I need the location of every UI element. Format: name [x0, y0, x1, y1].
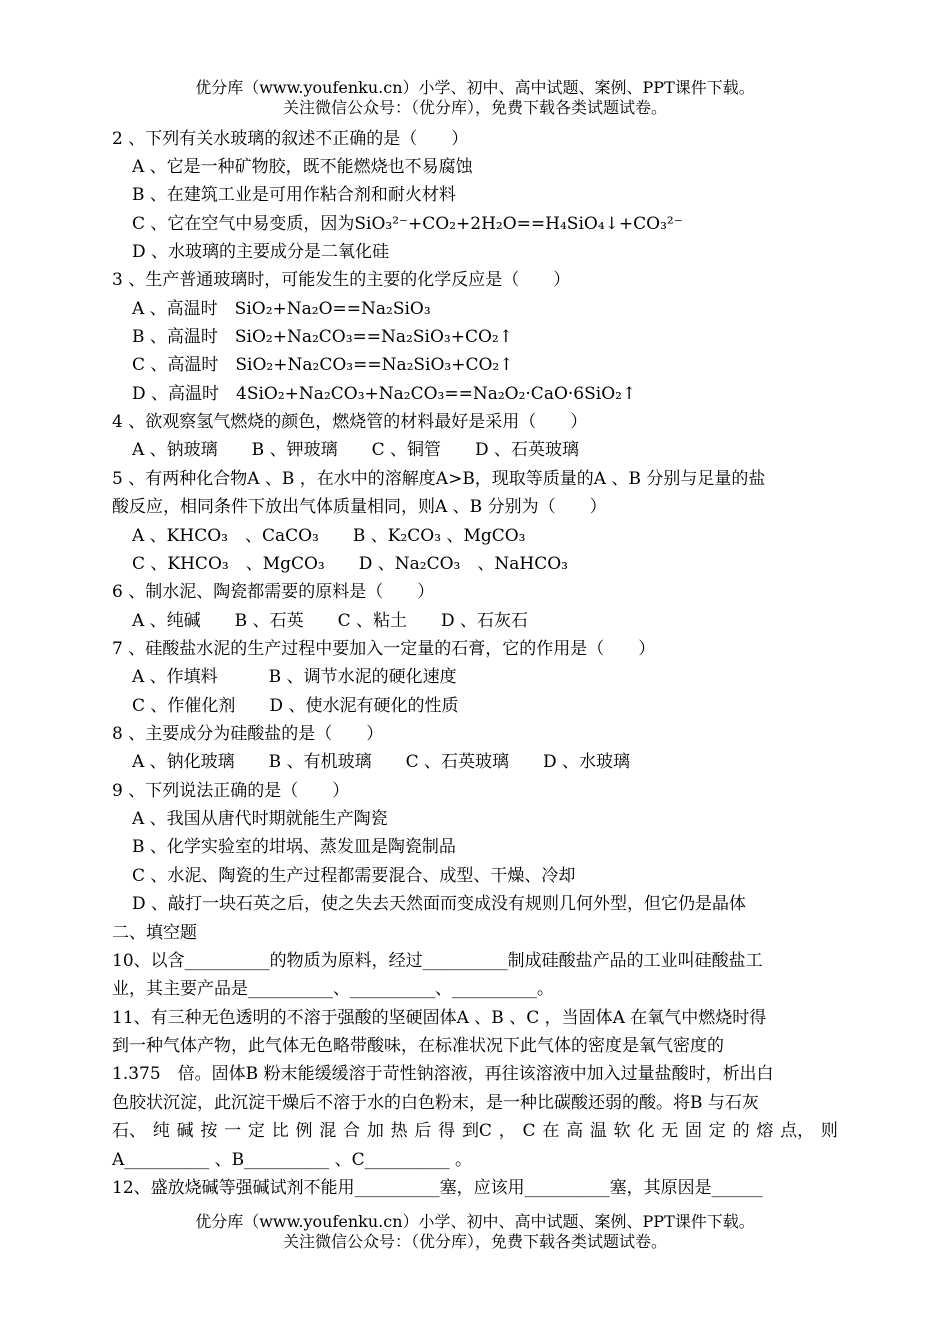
word: 定	[708, 1121, 726, 1141]
word: 则	[820, 1121, 838, 1141]
word: 石、	[112, 1121, 146, 1141]
answer-option: A 、高温时 SiO₂+Na₂O==Na₂SiO₃	[132, 299, 431, 319]
answer-option: C 、高温时 SiO₂+Na₂CO₃==Na₂SiO₃+CO₂↑	[132, 355, 514, 375]
answer-option: B 、化学实验室的坩埚、蒸发皿是陶瓷制品	[132, 837, 456, 857]
word: 碱	[176, 1121, 194, 1141]
question-stem: 12、盛放烧碱等强碱试剂不能用__________塞，应该用__________塞，其原因是______	[112, 1178, 763, 1198]
question-stem: 4 、欲观察氢气燃烧的颜色，燃烧管的材料最好是采用（ ）	[112, 412, 588, 432]
header-line-2: 关注微信公众号：（优分库），免费下载各类试题试卷。	[282, 98, 667, 117]
answer-option: C 、作催化剂 D 、使水泥有硬化的性质	[132, 696, 459, 716]
word: 加	[366, 1121, 384, 1141]
answer-option: C 、水泥、陶瓷的生产过程都需要混合、成型、干燥、冷却	[132, 866, 576, 886]
question-stem-continued: 色胶状沉淀，此沉淀干燥后不溶于水的白色粉末，是一种比碳酸还弱的酸。将B 与石灰	[112, 1093, 759, 1113]
question-stem: 10、以含__________的物质为原料，经过__________制成硅酸盐产品的工业叫硅酸盐工	[112, 951, 763, 971]
question-stem: 8 、主要成分为硅酸盐的是（ ）	[112, 724, 384, 744]
answer-option: C 、KHCO₃ 、MgCO₃ D 、Na₂CO₃ 、NaHCO₃	[132, 554, 568, 574]
word: 混	[319, 1121, 337, 1141]
question-stem: 7 、硅酸盐水泥的生产过程中要加入一定量的石膏，它的作用是（ ）	[112, 639, 656, 659]
answer-option: A 、我国从唐代时期就能生产陶瓷	[132, 809, 388, 829]
word: 点，	[780, 1121, 815, 1141]
answer-option: D 、高温时 4SiO₂+Na₂CO₃+Na₂CO₃==Na₂O₂·CaO·6SiO₂↑	[132, 384, 637, 404]
word: 的	[732, 1121, 750, 1141]
word: 后	[414, 1121, 432, 1141]
word: 比	[271, 1121, 289, 1141]
answer-option: D 、敲打一块石英之后，使之失去天然面而变成没有规则几何外型，但它仍是晶体	[132, 894, 747, 914]
word: 到C	[461, 1121, 492, 1141]
word: C	[522, 1121, 536, 1141]
answer-option: C 、它在空气中易变质，因为SiO₃²⁻+CO₂+2H₂O==H₄SiO₄↓+CO₃²⁻	[132, 214, 683, 234]
word: 温	[589, 1121, 607, 1141]
word: 纯	[152, 1121, 170, 1141]
word: 固	[685, 1121, 702, 1141]
question-stem-continued: 业，其主要产品是__________、__________、__________。	[112, 979, 554, 999]
answer-option: A 、它是一种矿物胶，既不能燃烧也不易腐蚀	[132, 157, 473, 177]
question-stem: 9 、下列说法正确的是（ ）	[112, 781, 350, 801]
answer-option: B 、高温时 SiO₂+Na₂CO₃==Na₂SiO₃+CO₂↑	[132, 327, 513, 347]
question-stem-continued: A__________ 、B__________ 、C__________ 。	[112, 1150, 472, 1170]
footer-line-2: 关注微信公众号：（优分库），免费下载各类试题试卷。	[282, 1232, 667, 1251]
question-stem-continued: 酸反应，相同条件下放出气体质量相同，则A 、B 分别为（ ）	[112, 497, 607, 517]
question-stem: 11、有三种无色透明的不溶于强酸的坚硬固体A 、B 、C ，当固体A 在氧气中燃烧时得	[112, 1008, 767, 1028]
question-stem: 3 、生产普通玻璃时，可能发生的主要的化学反应是（ ）	[112, 270, 571, 290]
word: 按	[200, 1121, 218, 1141]
word: 合	[343, 1121, 361, 1141]
answer-option: A 、作填料 B 、调节水泥的硬化速度	[132, 667, 457, 687]
word: 例	[295, 1121, 313, 1141]
question-stem-continued: 1.375 倍。固体B 粉末能缓缓溶于苛性钠溶液，再往该溶液中加入过量盐酸时，析出白	[112, 1064, 774, 1084]
word: 一	[224, 1121, 242, 1141]
word: 高	[566, 1121, 584, 1141]
word: 定	[247, 1121, 265, 1141]
question-stem-justified	[112, 1120, 838, 1142]
word: 熔	[756, 1121, 774, 1141]
word: 无	[661, 1121, 679, 1141]
word: 软	[613, 1121, 631, 1141]
footer-line-1: 优分库（www.youfenku.cn）小学、初中、高中试题、案例、PPT课件下载。	[195, 1212, 755, 1231]
word: ，	[498, 1121, 516, 1141]
section-title: 二、填空题	[112, 923, 197, 943]
answer-option: A 、钠化玻璃 B 、有机玻璃 C 、石英玻璃 D 、水玻璃	[132, 752, 631, 772]
answer-option: A 、钠玻璃 B 、钾玻璃 C 、铜管 D 、石英玻璃	[132, 440, 580, 460]
word: 在	[542, 1121, 560, 1141]
header-line-1: 优分库（www.youfenku.cn）小学、初中、高中试题、案例、PPT课件下载。	[195, 78, 755, 97]
question-stem: 2 、下列有关水玻璃的叙述不正确的是（ ）	[112, 129, 469, 149]
question-stem-continued: 到一种气体产物，此气体无色略带酸味，在标准状况下此气体的密度是氧气密度的	[112, 1036, 724, 1056]
word: 化	[637, 1121, 655, 1141]
answer-option: A 、KHCO₃ 、CaCO₃ B 、K₂CO₃ 、MgCO₃	[132, 526, 526, 546]
answer-option: A 、纯碱 B 、石英 C 、粘土 D 、石灰石	[132, 611, 529, 631]
word: 得	[438, 1121, 456, 1141]
question-stem: 5 、有两种化合物A 、B ，在水中的溶解度A>B，现取等质量的A 、B 分别与足量的盐	[112, 469, 766, 489]
question-stem: 6 、制水泥、陶瓷都需要的原料是（ ）	[112, 582, 435, 602]
answer-option: B 、在建筑工业是可用作粘合剂和耐火材料	[132, 185, 456, 205]
answer-option: D 、水玻璃的主要成分是二氧化硅	[132, 242, 390, 262]
word: 热	[390, 1121, 408, 1141]
